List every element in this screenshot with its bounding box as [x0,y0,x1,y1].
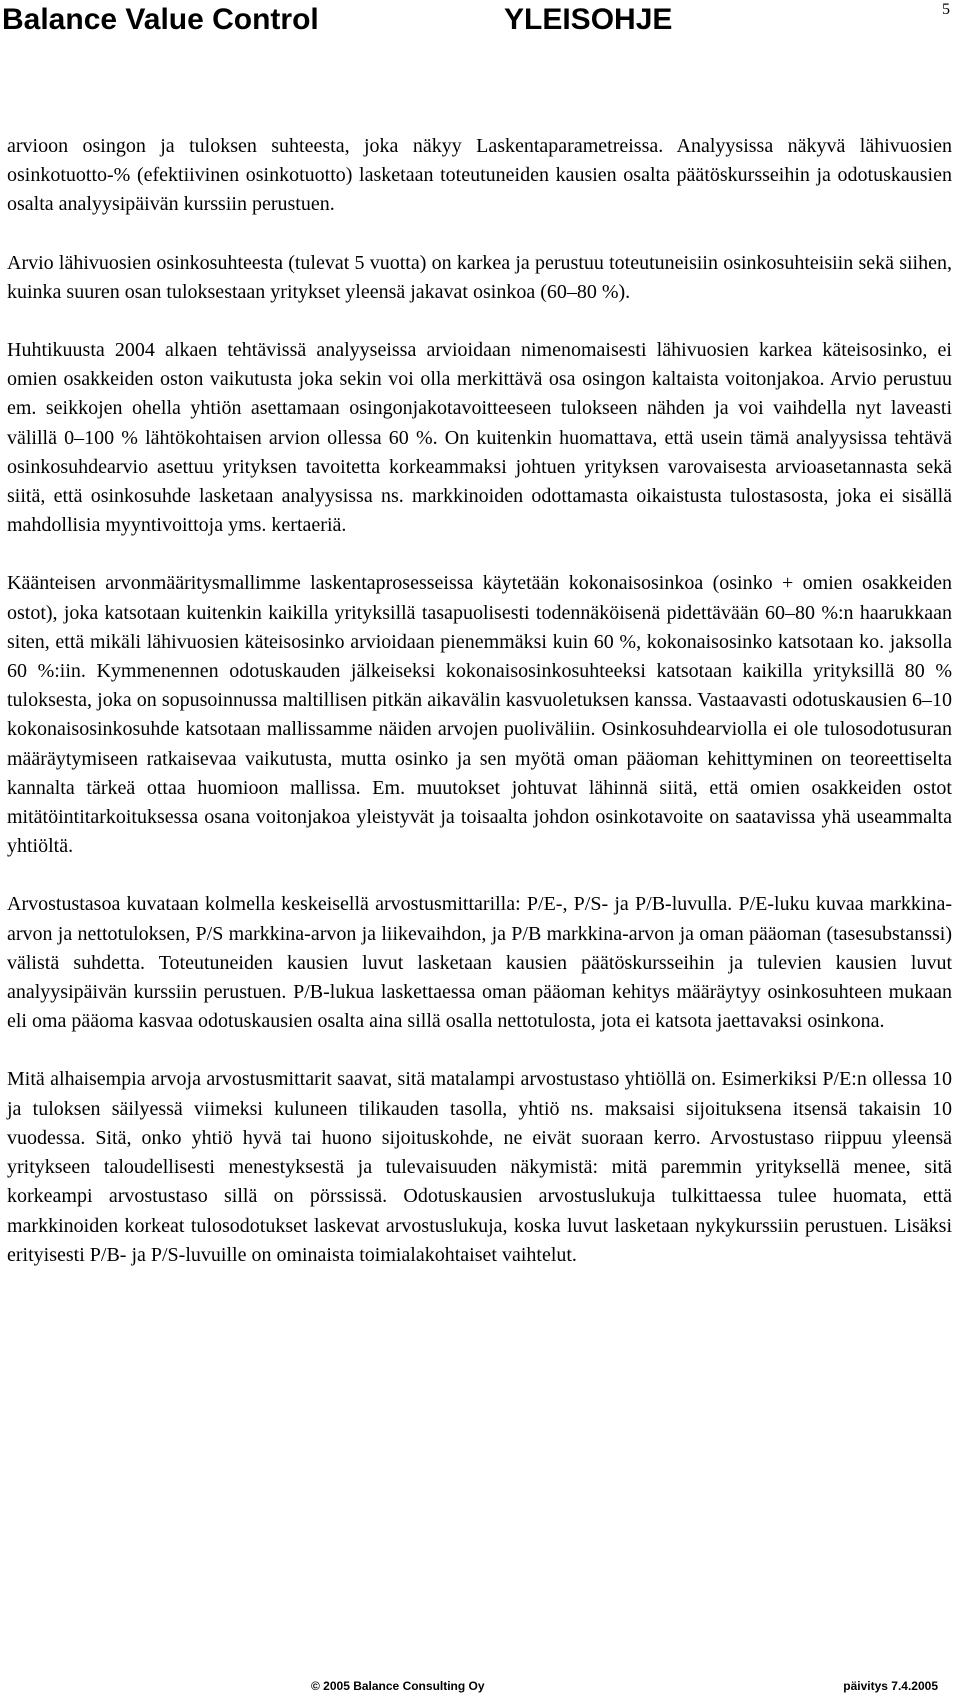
company-title: Balance Value Control [2,3,319,36]
page-header [0,0,960,40]
paragraph-payout-ratio: Arvio lähivuosien osinkosuhteesta (tulevat 5 vuotta) on karkea ja perustuu toteutuneisiin osinkosuhteisiin sekä siihen, kuinka suuren osan tuloksestaan yritykset yleensä jakavat osinkoa (60–80 %). [7,251,952,303]
paragraph-valuation-level: Mitä alhaisempia arvoja arvostusmittarit saavat, sitä matalampi arvostustaso yhtiöllä on. Esimerkiksi P/E:n ollessa 10 ja tuloksen säilyessä viimeksi kuluneen tilikauden tasolla, yhtiö ns. maksaisi sijoituksena itsensä takaisin 10 vuodessa. Sitä, onko yhtiö hyvä tai huono sijoituskohde, ne eivät suoraan kerro. Arvostustaso riippuu yleensä yritykseen taloudellisesti menestyksestä ja tulevaisuuden näkymistä: mitä paremmin yrityksellä menee, sitä korkeampi arvostustaso sillä on pörssissä. Odotuskausien arvostuslukuja tulkittaessa tulee huomata, että markkinoiden korkeat tulosodotukset laskevat arvostuslukuja, koska luvut lasketaan nykykurssiin perustuen. Lisäksi erityisesti P/B- ja P/S-luvuille on ominaista toimialakohtaiset vaihtelut. [7,1068,952,1266]
section-title: YLEISOHJE [504,3,673,36]
page-number: 5 [942,1,950,18]
paragraph-cash-dividend: Huhtikuusta 2004 alkaen tehtävissä analyyseissa arvioidaan nimenomaisesti lähivuosien karkea käteisosinko, ei omien osakkeiden oston vaikutusta joka sekin voi olla merkittävä osa osingon kaltaista voitonjakoa. Arvio perustuu em. seikkojen ohella yhtiön asettamaan osingonjakotavoitteeseen tulokseen nähden ja voi vaihdella nyt laveasti välillä 0–100 % lähtökohtaisen arvion ollessa 60 %. On kuitenkin huomattava, että usein tämä analyysissa tehtävä osinkosuhdearvio asettuu yrityksen tavoitetta korkeammaksi johtuen yrityksen varovaisesta arvioasetannasta sekä siitä, että osinkosuhde lasketaan analyysissa ns. markkinoiden odottamasta oikaistusta tulostasosta, joka ei sisällä mahdollisia myyntivoittoja yms. kertaeriä. [7,339,952,537]
paragraph-dividend-estimate: arvioon osingon ja tuloksen suhteesta, joka näkyy Laskentaparametreissa. Analyysissa näkyvä lähivuosien osinkotuotto-% (efektiivinen osinkotuotto) lasketaan toteutuneiden kausien osalta päätöskursseihin ja odotuskausien osalta analyysipäivän kurssiin perustuen. [7,135,952,216]
footer-copyright: © 2005 Balance Consulting Oy [311,1679,485,1693]
paragraph-valuation-metrics: Arvostustasoa kuvataan kolmella keskeisellä arvostusmittarilla: P/E-, P/S- ja P/B-luvulla. P/E-luku kuvaa markkina-arvon ja nettotuloksen, P/S markkina-arvon ja liikevaihdon, ja P/B markkina-arvon ja oman pääoman (tasesubstanssi) välistä suhdetta. Toteutuneiden kausien luvut lasketaan kausien päätöskursseihin ja tulevien kausien luvut analyysipäivän kurssiin perustuen. P/B-lukua laskettaessa oman pääoman kehitys määräytyy osinkosuhteen mukaan eli oma pääoma kasvaa odotuskausien osalta aina sillä osalla nettotulosta, jota ei katsota jaettavaksi osinkona. [7,893,952,1033]
footer-update-date: päivitys 7.4.2005 [843,1679,938,1693]
paragraph-total-dividend: Käänteisen arvonmääritysmallimme laskentaprosesseissa käytetään kokonaisosinkoa (osinko + omien osakkeiden ostot), joka katsotaan kuitenkin kaikilla yrityksillä tasapuolisesti todennäköisenä pidettävään 60–80 %:n haarukkaan siten, että mikäli lähivuosien käteisosinko arvioidaan pienemmäksi kuin 60 %, kokonaisosinko katsotaan ko. jaksolla 60 %:iin. Kymmenennen odotuskauden jälkeiseksi kokonaisosinkosuhteeksi katsotaan kaikilla yrityksillä 80 % tuloksesta, joka on sopusoinnussa maltillisen pitkän aikavälin kasvuoletuksen kanssa. Vastaavasti odotuskausien 6–10 kokonaisosinkosuhde katsotaan mallissamme näiden arvojen puoliväliin. Osinkosuhdearviolla ei ole tulosodotusuran määräytymiseen ratkaisevaa vaikutusta, mutta osinko ja sen myötä oman pääoman kehittyminen on teoreettiselta kannalta tärkeä ottaa huomioon mallissa. Em. muutokset johtuvat lähinnä siitä, että omien osakkeiden ostot mitätöintitarkoituksessa osana voitonjakoa yleistyvät ja toisaalta johdon osinkotavoite on saatavissa yhä useammalta yhtiöltä. [7,572,952,858]
body-text [7,132,952,1299]
